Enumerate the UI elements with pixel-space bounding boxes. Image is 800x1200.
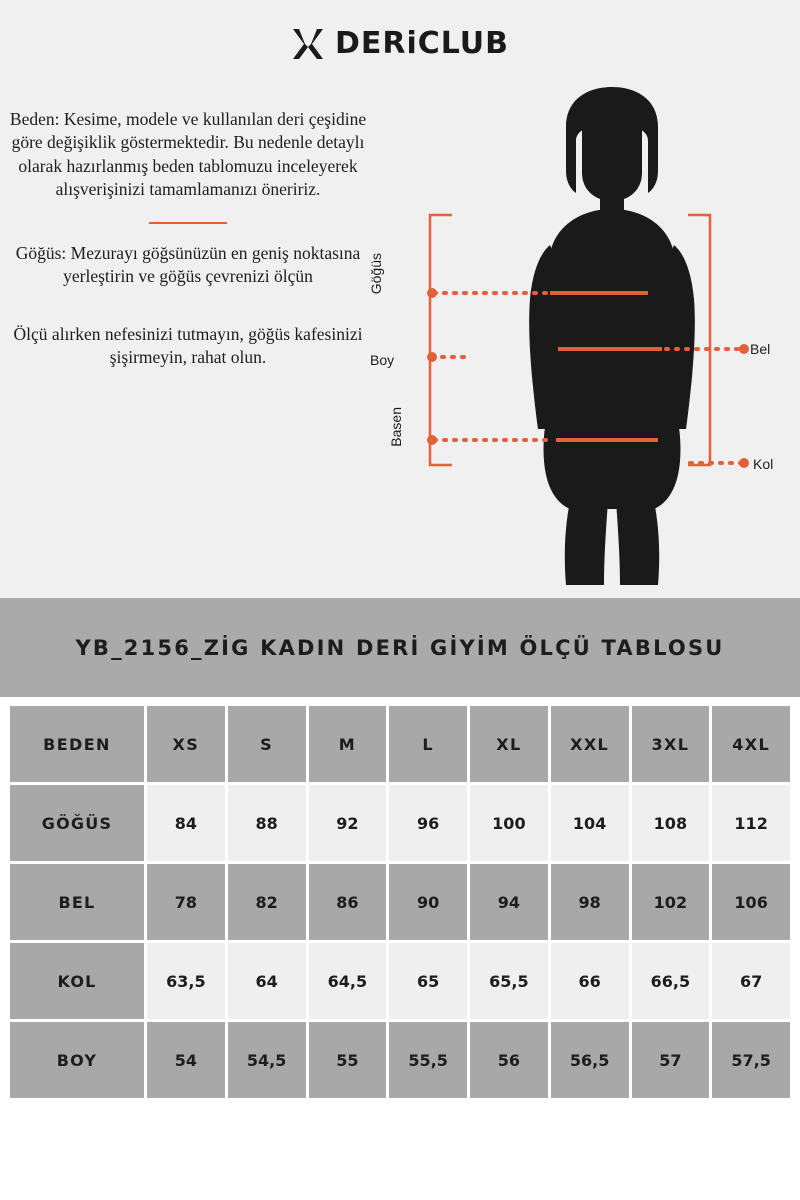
table-cell: 96: [389, 785, 467, 861]
table-cell: 55: [309, 1022, 387, 1098]
table-title-band: [0, 598, 800, 697]
silhouette-shape: [529, 87, 695, 585]
table-cell: 84: [147, 785, 225, 861]
page-title: YB_2156_ZİG KADIN DERİ GİYİM ÖLÇÜ TABLOSU: [75, 635, 725, 660]
table-header-size-s: S: [228, 706, 306, 782]
table-cell: 82: [228, 864, 306, 940]
table-header-size-4xl: 4XL: [712, 706, 790, 782]
table-row-label: BOY: [10, 1022, 144, 1098]
table-header-size-l: L: [389, 706, 467, 782]
table-header-row: [10, 706, 790, 782]
table-cell: 90: [389, 864, 467, 940]
figure-label-gogus: Göğüs: [368, 253, 384, 295]
table-cell: 64,5: [309, 943, 387, 1019]
table-cell: 66,5: [632, 943, 710, 1019]
figure-label-boy: Boy: [370, 352, 395, 368]
table-cell: 67: [712, 943, 790, 1019]
table-cell: 56: [470, 1022, 548, 1098]
deriklub-x-logo-icon: [291, 27, 325, 61]
left-bracket: [430, 215, 452, 465]
table-row-label: KOL: [10, 943, 144, 1019]
table-cell: 92: [309, 785, 387, 861]
table-cell: 86: [309, 864, 387, 940]
table-cell: 102: [632, 864, 710, 940]
table-cell: 54: [147, 1022, 225, 1098]
brand-name: DERiCLUB: [334, 26, 510, 61]
table-header-size-xl: XL: [470, 706, 548, 782]
table-cell: 112: [712, 785, 790, 861]
info-text-column: [8, 108, 368, 370]
table-row: [10, 864, 790, 940]
size-table: [7, 703, 793, 1101]
table-cell: 64: [228, 943, 306, 1019]
table-cell: 65,5: [470, 943, 548, 1019]
table-header-size-3xl: 3XL: [632, 706, 710, 782]
info-paragraph-3: Ölçü alırken nefesinizi tutmayın, göğüs kafesinizi şişirmeyin, rahat olun.: [13, 323, 363, 368]
table-header-beden: BEDEN: [10, 706, 144, 782]
table-cell: 88: [228, 785, 306, 861]
info-panel: [0, 0, 800, 598]
table-cell: 108: [632, 785, 710, 861]
brand-logo: [0, 26, 800, 76]
table-row: [10, 785, 790, 861]
table-cell: 57,5: [712, 1022, 790, 1098]
table-cell: 94: [470, 864, 548, 940]
size-table-wrapper: [7, 703, 793, 1101]
table-cell: 104: [551, 785, 629, 861]
figure-label-basen: Basen: [388, 407, 404, 447]
hip-dot: [427, 435, 437, 445]
table-row-label: GÖĞÜS: [10, 785, 144, 861]
boy-dot: [427, 352, 437, 362]
divider: [149, 222, 227, 224]
table-row: [10, 943, 790, 1019]
table-cell: 55,5: [389, 1022, 467, 1098]
table-cell: 63,5: [147, 943, 225, 1019]
table-row-label: BEL: [10, 864, 144, 940]
female-silhouette-diagram: [360, 85, 800, 585]
table-cell: 106: [712, 864, 790, 940]
table-header-size-xs: XS: [147, 706, 225, 782]
measurement-figure: [360, 85, 800, 585]
figure-label-kol: Kol: [753, 456, 774, 472]
info-paragraph-2: Göğüs: Mezurayı göğsünüzün en geniş noktasına yerleştirin ve göğüs çevrenizi ölçün: [15, 242, 361, 287]
table-cell: 65: [389, 943, 467, 1019]
table-row: [10, 1022, 790, 1098]
table-cell: 100: [470, 785, 548, 861]
table-cell: 78: [147, 864, 225, 940]
chest-dot: [427, 288, 437, 298]
table-cell: 56,5: [551, 1022, 629, 1098]
info-paragraph-1: Beden: Kesime, modele ve kullanılan deri çeşidine göre değişiklik göstermektedir. Bu nedenle detaylı olarak hazırlanmış beden tablomuzu inceleyerek alışverişinizi tamamlamanızı öneririz.: [9, 109, 367, 200]
table-header-size-xxl: XXL: [551, 706, 629, 782]
table-cell: 54,5: [228, 1022, 306, 1098]
table-cell: 98: [551, 864, 629, 940]
figure-label-bel: Bel: [750, 341, 771, 357]
table-cell: 57: [632, 1022, 710, 1098]
table-header-size-m: M: [309, 706, 387, 782]
waist-dot: [739, 344, 749, 354]
table-cell: 66: [551, 943, 629, 1019]
sleeve-dot: [739, 458, 749, 468]
